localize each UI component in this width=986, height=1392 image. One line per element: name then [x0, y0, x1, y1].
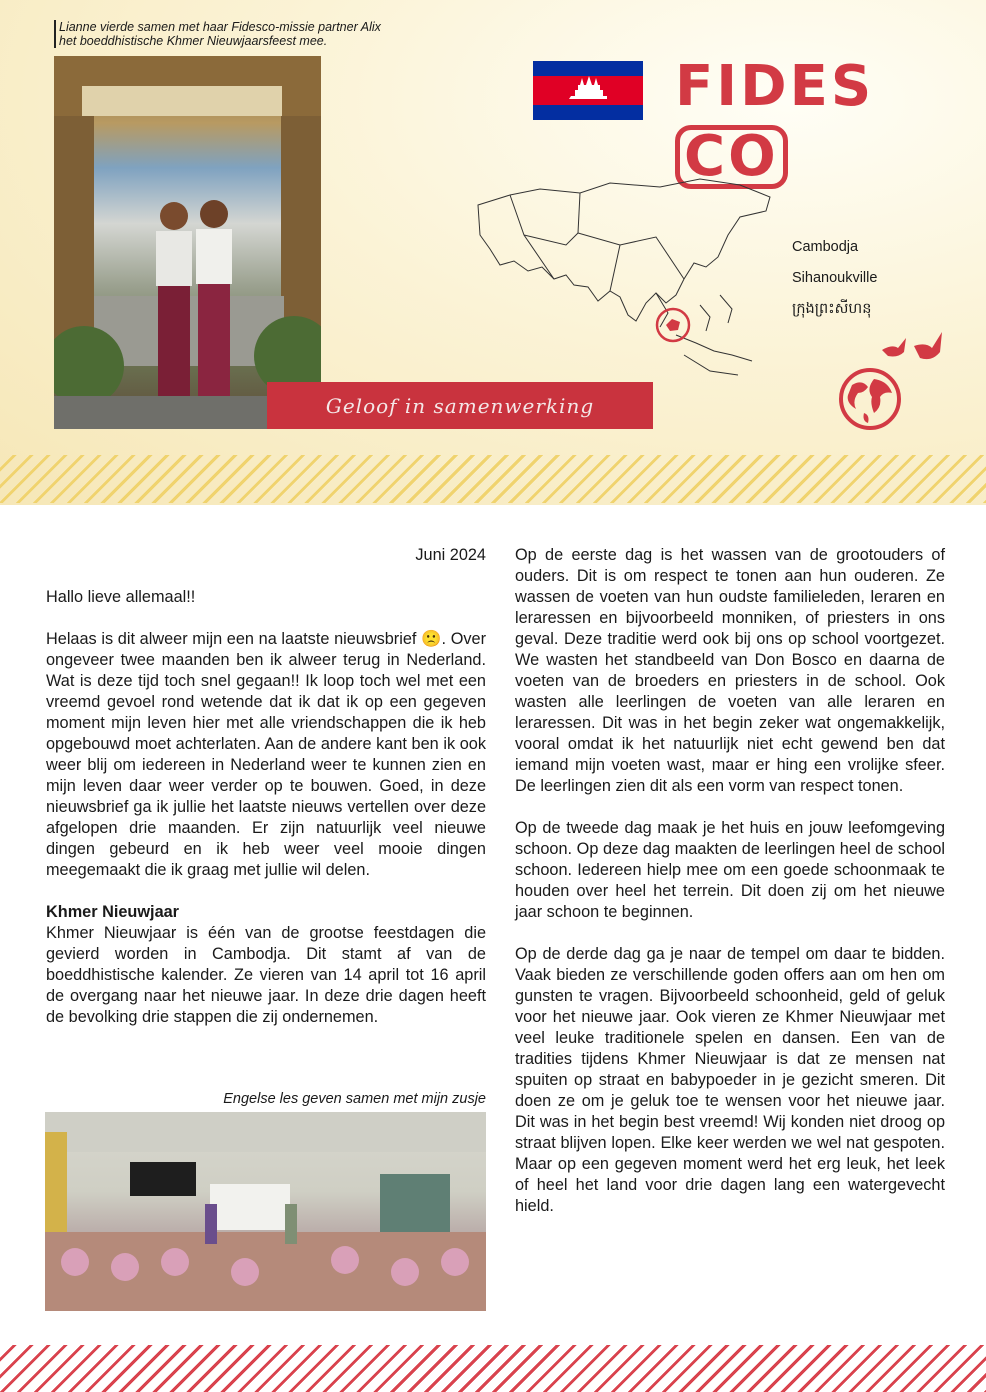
header-area	[0, 0, 986, 505]
photo-two-women	[54, 56, 321, 429]
day-one-paragraph: Op de eerste dag is het wassen van de grootouders of ouders. Dit is om respect te tonen aan hun ouderen. Ze wassen de voeten van hun oudste familieleden, leraren en leraressen en bijvoorbeeld monniken, of priesters in ons geval. Deze traditie werd ook bij ons op school voortgezet. We wasten het standbeeld van Don Bosco en daarna de voeten van de broeders en priesters in de school. Ook wasten alle leerlingen de voeten van alle leraren en leraressen. Dit was in het begin zeker wat ongemakkelijk, vooral omdat ik het natuurlijk niet echt gewend ben dat iemand mijn voeten wast, maar er hing een vrolijke sfeer. De leerlingen zien dit als een vorm van respect tonen.	[515, 546, 945, 795]
photo-caption: Lianne vierde samen met haar Fidesco-missie partner Alix het boeddhistische Khmer Nieuwjaarsfeest mee.	[54, 20, 389, 48]
letter-date: Juni 2024	[415, 546, 486, 564]
day-two-paragraph: Op de tweede dag maak je het huis en jouw leefomgeving schoon. Op deze dag maakten de leerlingen heel de school schoon. Iedereen hielp mee om een goede schoonmaak te houden over heel het terrein. Dit doen zij om het nieuwe jaar schoon te beginnen.	[515, 819, 945, 921]
greeting: Hallo lieve allemaal!!	[46, 588, 196, 606]
fidesco-logo: FIDESCO	[675, 54, 875, 189]
decorative-stripes-top	[0, 455, 986, 503]
left-column	[46, 545, 486, 1049]
globe-icon	[834, 367, 906, 431]
classroom-photo-illustration	[45, 1112, 486, 1311]
classroom-photo-caption: Engelse les geven samen met mijn zusje	[223, 1091, 486, 1107]
decorative-stripes-bottom	[0, 1345, 986, 1392]
cambodia-flag-icon	[533, 61, 643, 120]
section-heading: Khmer Nieuwjaar	[46, 903, 180, 921]
banner	[267, 382, 653, 429]
location-list	[792, 232, 877, 325]
asia-map	[470, 175, 780, 385]
place-khmer: ក្រុងព្រះសីហនុ	[792, 301, 872, 317]
doves-icon	[880, 328, 946, 364]
right-column	[515, 545, 945, 1238]
intro-paragraph: Helaas is dit alweer mijn een na laatste nieuwsbrief 🙁. Over ongeveer twee maanden ben ik alweer terug in Nederland. Wat is deze tijd toch snel gegaan!! Ik loop toch wel met een vreemd gevoel rond wetende dat ik dat ik op een gegeven moment mijn leven hier met alle vriendschappen die ik heb opgebouwd moet achterlaten. Aan de andere kant ben ik ook weer blij om iedereen in Nederland weer te kunnen zien en mijn leven daar weer verder op te bouwen. Goed, in deze nieuwsbrief ga ik jullie het laatste nieuws vertellen over deze afgelopen drie maanden. Er zijn natuurlijk veel nieuwe dingen gebeurd en ik heb weer veel mooie dingen meegemaakt die ik graag met jullie wil delen.	[46, 630, 486, 879]
classroom-photo	[45, 1112, 486, 1311]
banner-text: Geloof in samenwerking	[325, 393, 595, 418]
day-three-paragraph: Op de derde dag ga je naar de tempel om daar te bidden. Vaak bieden ze verschillende goden offers aan om hen om gunsten te vragen. Bijvoorbeeld schoonheid, geld of geluk voor het nieuwe jaar. Ook vieren ze Khmer Nieuwjaar met veel leuke traditionele spelen en dansen. Een van de tradities tijdens Khmer Nieuwjaar is dat ze mensen nat spuiten op straat en babypoeder in je gezicht smeren. Dit doen ze om je geluk toe te wensen voor het nieuwe jaar. Dit was in het begin best vreemd! Wij konden niet droog op straat blijven lopen. Elke keer werden we wel nat gespoten. Maar op een gegeven moment werd het erg leuk, het leek of heel het land voor drie dagen lang een watergevecht hield.	[515, 945, 945, 1215]
section-paragraph: Khmer Nieuwjaar is één van de grootse feestdagen die gevierd worden in Cambodja. Dit stamt af van de boeddhistische kalender. Ze vieren van 14 april tot 16 april de overgang naar het nieuwe jaar. In deze drie dagen heeft de bevolking drie stappen die zij ondernemen.	[46, 924, 486, 1026]
place-country: Cambodja	[792, 239, 859, 255]
photo-two-women-illustration	[54, 56, 321, 429]
place-city: Sihanoukville	[792, 270, 878, 286]
